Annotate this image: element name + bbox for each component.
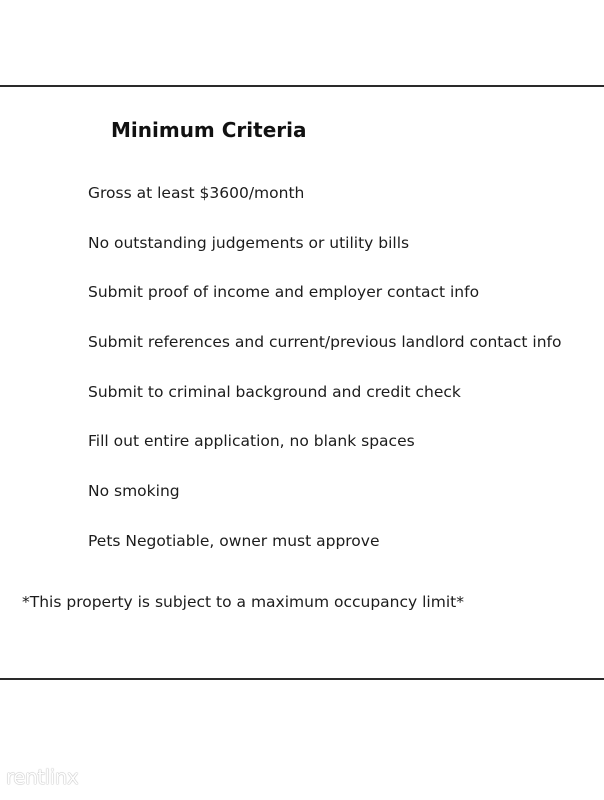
- criteria-item: No smoking: [88, 482, 180, 501]
- criteria-item: Fill out entire application, no blank spaces: [88, 432, 415, 451]
- document-title: Minimum Criteria: [111, 118, 307, 142]
- bottom-divider: [0, 678, 604, 680]
- occupancy-footnote: *This property is subject to a maximum occupancy limit*: [22, 593, 464, 611]
- criteria-item: Submit proof of income and employer contact info: [88, 283, 480, 302]
- criteria-list: [88, 181, 561, 579]
- watermark-logo: rentlinx: [6, 765, 79, 789]
- criteria-item: Submit to criminal background and credit check: [88, 382, 461, 401]
- criteria-item: Submit references and current/previous landlord contact info: [88, 333, 562, 352]
- criteria-item: No outstanding judgements or utility bills: [88, 233, 410, 252]
- criteria-item: Gross at least $3600/month: [88, 184, 305, 202]
- top-divider: [0, 85, 604, 87]
- criteria-item: Pets Negotiable, owner must approve: [88, 531, 380, 550]
